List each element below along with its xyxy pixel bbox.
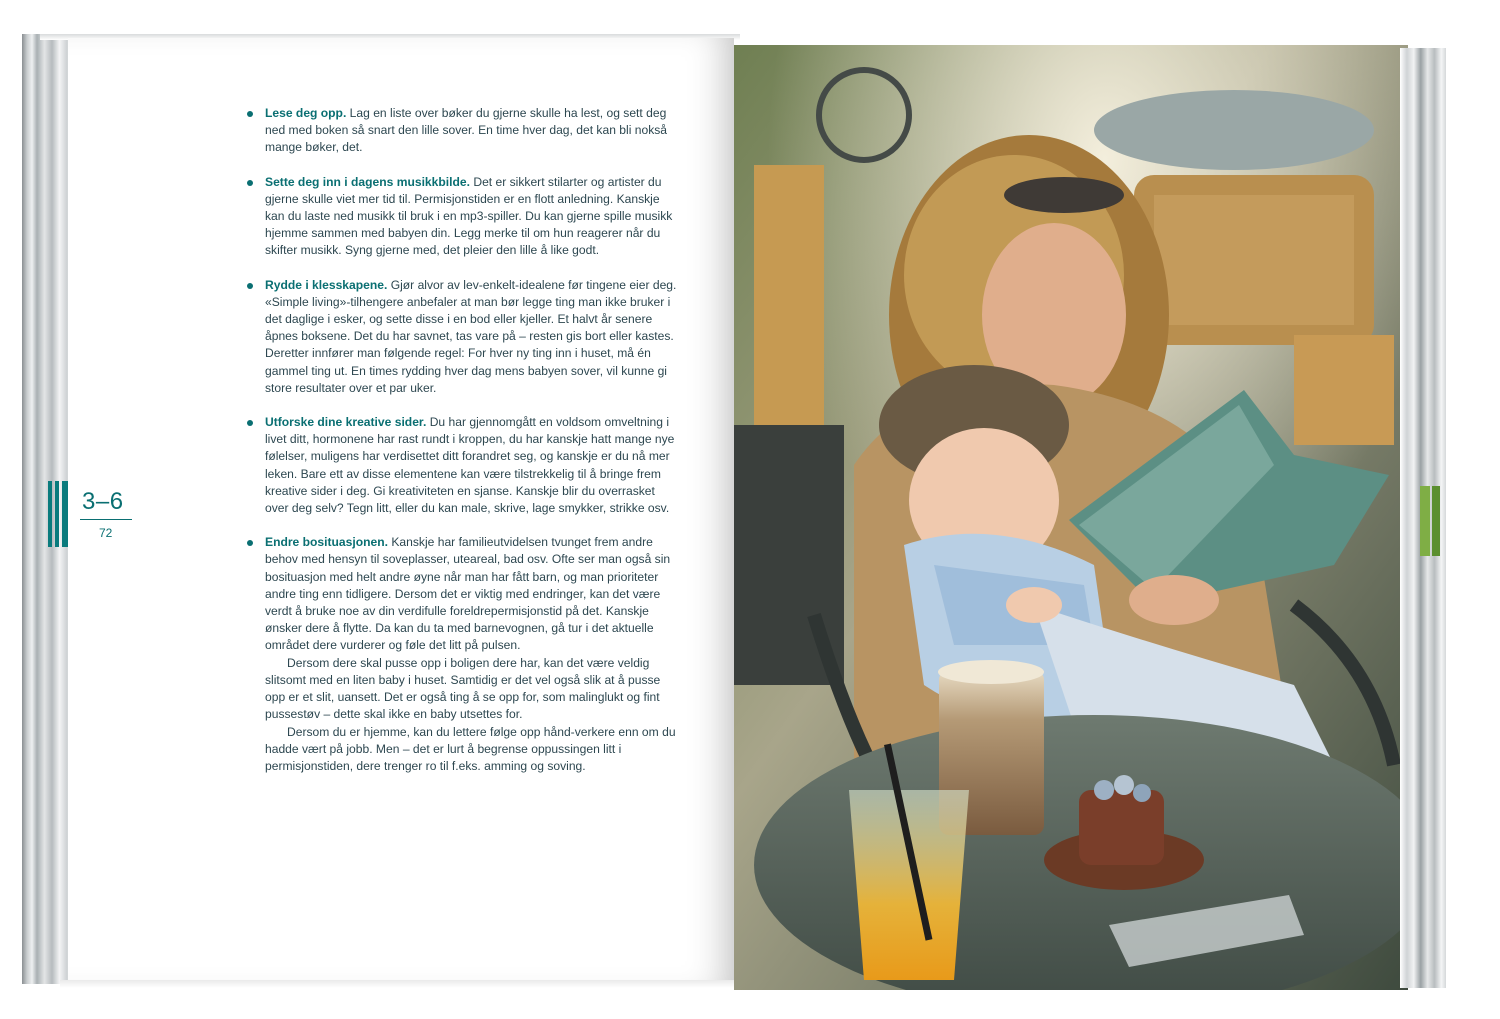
list-item-lead: Lese deg opp. [265, 106, 347, 120]
chapter-divider [80, 519, 132, 520]
bullet-dot [247, 180, 253, 186]
list-item [247, 534, 679, 654]
chapter-tab-marker [48, 481, 74, 547]
paragraph: Dersom dere skal pusse opp i boligen dere har, kan det være veldig slitsomt med en liten baby i huset. Samtidig er det vel også slik at å pusse opp er et slit, uansett. Det er også ting å se opp for, som malinglukt og fint pussestøv – dette skal ikke en baby utsettes for. [265, 655, 661, 722]
list-item-text: Gjør alvor av lev-enkelt-idealene før tingene eier deg. «Simple living»-tilhengere anbefaler at man bør legge ting man ikke bruker i det daglige i esker, og sette disse i en bod eller kjeller. Et halvt år senere åpnes boksene. Det du har savnet, tas vare på – resten gis bort eller kastes. Deretter innfører man følgende regel: For hver ny ting inn i huset, må én gammel ting ut. En times rydding hver dag mens babyen sover, vil kunne gi store resultater over et par uker. [265, 277, 677, 395]
list-item-text: Kanskje har familieutvidelsen tvunget frem andre behov med hensyn til soveplasser, uteareal, bad osv. Ofte ser man også sin bosituasjon med helt andre øyne når man har fått barn, og man prioriteter andre ting enn tidligere. Dersom det er viktig med endringer, kan det være verdt å bruke noe av din verdifulle foreldrepermisjonstid på det. Kanskje ønsker dere å flytte. Da kan du ta med barnevognen, gå tur i det aktuelle området dere vurderer og føle det litt på pulsen. [265, 535, 671, 653]
list-item-lead: Sette deg inn i dagens musikkbilde. [265, 174, 470, 189]
list-item-text: Det er sikkert stilarter og artister du gjerne skulle viet mer tid til. Permisjonstiden er en flott anledning. Kanskje kan du laste ned musikk til bruk i en mp3-spiller. Du kan gjerne spille musikk hjemme sammen med babyen din. Legg merke til om hun reagerer når du skifter musikk. Syng gjerne med, det pleier den lille å like godt. [265, 174, 673, 258]
bullet-dot [247, 420, 253, 426]
list-item [247, 174, 679, 260]
bullet-dot [247, 540, 253, 546]
chapter-tab-right-dark [1432, 486, 1440, 556]
list-item-lead: Endre bosituasjonen. [265, 535, 388, 550]
list-item [247, 414, 679, 517]
list-item [247, 277, 679, 397]
list-item-text: Du har gjennomgått en voldsom omveltning i livet ditt, hormonene har rast rundt i kroppen, du har kanskje hatt mange nye følelser, muligens har verdisettet ditt forandret seg, og kanskje er du nå mer leken. Bare ett av disse elementene kan være tilstrekkelig til å bringe frem kreative sider i deg. Gi kreativiteten en sjanse. Kanskje blir du overrasket over deg selv? Tegn litt, eller du kan male, skrive, lage smykker, strikke osv. [265, 415, 675, 516]
page-number: 72 [99, 526, 113, 540]
bullet-dot [247, 283, 253, 289]
body-text [247, 105, 679, 775]
paragraph: Dersom du er hjemme, kan du lettere følge opp hånd-verkere enn om du hadde vært på jobb. Men – det er lurt å begrense oppussingen litt i permisjonstiden, dere trenger ro til f.eks. amming og soving. [265, 724, 676, 773]
chapter-tab-right [1420, 486, 1430, 556]
list-item-lead: Utforske dine kreative sider. [265, 415, 427, 430]
page-bottom-edge [60, 980, 740, 988]
list-item-lead: Rydde i klesskapene. [265, 277, 388, 292]
list-item [247, 105, 679, 157]
photo-mother-reading-with-baby [734, 45, 1408, 990]
bullet-dot [247, 111, 253, 117]
list-item-text: Lag en liste over bøker du gjerne skulle ha lest, og sett deg ned med boken så snart den lille sover. En time hver dag, det kan bli nokså mange bøker, det. [265, 106, 668, 155]
chapter-range: 3–6 [82, 488, 124, 515]
